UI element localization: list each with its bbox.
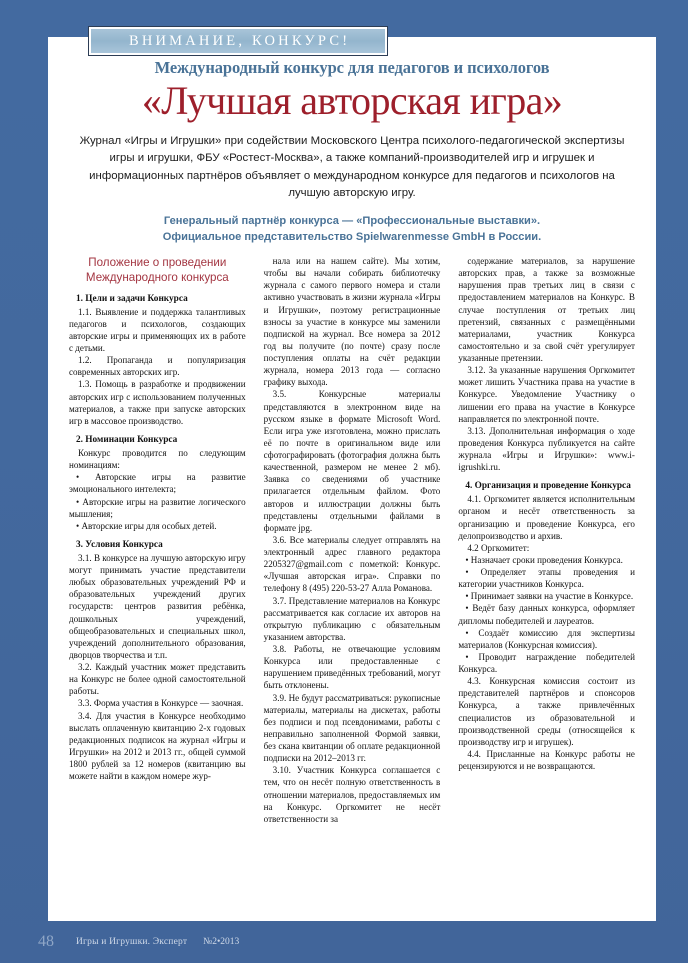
body-paragraph: 3.12. За указанные нарушения Оргкомитет может лишить Участника права на участие в Конкурсе. Уведомление Участнику о лишении его права на участие в Конкурсе направляется по электронной почте.	[458, 365, 635, 424]
body-paragraph: 3.9. Не будут рассматриваться: рукописные материалы, материалы на дискетах, работы без подписи и под псевдонимами, работы с неправильно заполненной Формой заявки, без скана квитанции об оплате редакционной подписки на 2012–2013 гг.	[263, 692, 441, 764]
body-paragraph: 3.7. Представление материалов на Конкурс рассматривается как согласие их авторов на открытую публикацию с обязательным указанием авторства.	[263, 595, 441, 642]
body-paragraph: 3.1. В конкурсе на лучшую авторскую игру могут принимать участие представители любых образовательных учреждений РФ и образовательных учреждений других государств: центров развития ребёнка, дошкольных учреждений, общеобразовательных и специальных школ, учреждений дополнительного образования, дворцов творчества и т.п.	[69, 552, 246, 660]
left-column-heading: Положение о проведении Международного конкурса	[85, 256, 229, 285]
right-column-blocks	[458, 255, 635, 772]
body-paragraph: 4.4. Присланные на Конкурс работы не рецензируются и не возвращаются.	[458, 748, 635, 772]
column-right	[449, 255, 644, 907]
attention-banner	[88, 26, 388, 56]
content-sheet	[48, 37, 656, 921]
bullet-paragraph: • Ведёт базу данных конкурса, оформляет дипломы победителей и лауреатов.	[458, 603, 635, 626]
body-paragraph: 3.3. Форма участия в Конкурсе — заочная.	[78, 698, 244, 709]
bullet-paragraph: • Принимает заявки на участие в Конкурсе.	[465, 591, 634, 602]
body-paragraph: 3.8. Работы, не отвечающие условиям Конкурса или предоставленные с нарушением приведённых требований, могут быть отклонены.	[263, 644, 441, 691]
bullet-paragraph: • Проводит награждение победителей Конкурса.	[458, 651, 635, 675]
intro-paragraph: Журнал «Игры и Игрушки» при содействии Московского Центра психолого-педагогической экспертизы игры и игрушки, ФБУ «Ростест-Москва», а также компаний-производителей игр и игрушек и информационных партнёров объявляет о международном конкурсе для педагогов и психологов на лучшую авторскую игру.	[79, 134, 625, 199]
section-heading: 3. Условия Конкурса	[76, 539, 163, 550]
partner-block	[72, 214, 632, 246]
body-paragraph: 3.2. Каждый участник может представить на Конкурс не более одной самостоятельной работы.	[69, 662, 246, 697]
body-paragraph: 4.2 Оргкомитет:	[467, 542, 530, 553]
bullet-paragraph: • Определяет этапы проведения и категории участников Конкурса.	[458, 567, 635, 590]
body-paragraph: Конкурс проводится по следующим номинациям:	[69, 448, 246, 471]
left-column-blocks	[69, 293, 246, 783]
partner-line-2: Официальное представительство Spielwarenmesse GmbH в России.	[162, 231, 542, 244]
page-number: 48	[38, 933, 54, 950]
bullet-paragraph: • Авторские игры для особых детей.	[76, 520, 217, 531]
body-paragraph: 3.4. Для участия в Конкурсе необходимо выслать оплаченную квитанцию 2-х годовых редакционных подписок на журнал «Игры и Игрушки» на 2012 и 2013 гг., общей суммой 1800 рублей за 12 номеров (квитанцию вы можете найти в каждом номере жур-	[69, 710, 246, 782]
page-footer	[0, 921, 688, 963]
section-heading: 2. Номинации Конкурса	[76, 434, 178, 445]
body-paragraph: 3.10. Участник Конкурса соглашается с тем, что он несёт полную ответственность в отношении материалов, предоставляемых им на Конкурс. Оргкомитет не несёт ответственности за	[263, 765, 441, 824]
body-paragraph: 1.1. Выявление и поддержка талантливых педагогов и психологов, создающих авторские игры и применяющих их в работе с детьми.	[69, 306, 246, 354]
bullet-paragraph: • Создаёт комиссию для экспертизы материалов (Конкурсная комиссия).	[458, 627, 635, 650]
attention-banner-inner	[91, 29, 385, 53]
section-heading: 1. Цели и задачи Конкурса	[76, 293, 188, 304]
attention-banner-label: ВНИМАНИЕ, КОНКУРС!	[128, 32, 351, 49]
body-paragraph: 4.1. Оргкомитет является исполнительным органом и несёт ответственность за организацию и проведение Конкурса, его делопроизводство и архив.	[458, 494, 635, 541]
body-paragraph: 1.2. Пропаганда и популяризация современных авторских игр.	[69, 355, 246, 378]
bullet-paragraph: • Авторские игры на развитие логического мышления;	[69, 496, 246, 519]
partner-line-1: Генеральный партнёр конкурса — «Профессиональные выставки».	[163, 215, 541, 228]
body-paragraph: содержание материалов, за нарушение авторских прав, а также за возможные нарушения прав третьих лиц в связи с предоставлением материалов на Конкурс. В случае поступления от третьих лиц претензий, связанных с размещёнными материалами, участник Конкурса самостоятельно и за свой счёт урегулирует указанные претензии.	[458, 256, 635, 363]
footer-issue: №2•2013	[203, 937, 240, 947]
masthead-title: «Лучшая авторская игра»	[141, 77, 563, 123]
column-middle	[255, 255, 450, 907]
section-heading: 4. Организация и проведение Конкурса	[465, 481, 631, 492]
footer-magazine-title: Игры и Игрушки. Эксперт	[76, 937, 188, 947]
body-paragraph: нала или на нашем сайте). Мы хотим, чтобы вы начали собирать библиотечку журнала с самого первого номера и стали активно участвовать в жизни журнала «Игры и Игрушки», поэтому регистрационные взносы за участие в конкурсе мы заменили подпиской на журнал. Все номера за 2012 год вы получите (по почте) сразу после поступления оплаты на счёт редакции журнала, номера 2013 года — согласно графику выхода.	[263, 256, 441, 388]
body-paragraph: 3.13. Дополнительная информация о ходе проведения Конкурса публикуется на сайте журнала «Игры и Игрушки»: www.i-igrushki.ru.	[458, 425, 635, 473]
column-left	[60, 255, 255, 907]
middle-column-blocks	[264, 255, 441, 825]
body-paragraph: 1.3. Помощь в разработке и продвижении авторских игр с использованием полученных материалов, а также при запуске авторских игр в массовое производство.	[69, 379, 246, 426]
body-columns	[48, 255, 656, 907]
bullet-paragraph: • Назначает сроки проведения Конкурса.	[465, 554, 623, 565]
masthead-subtitle: Международный конкурс для педагогов и психологов	[154, 58, 550, 77]
bullet-paragraph: • Авторские игры на развитие эмоционального интелекта;	[69, 472, 246, 495]
body-paragraph: 4.3. Конкурсная комиссия состоит из представителей партнёров и спонсоров Конкурса, а также привлечённых специалистов из образовательной и производственной среды (относящейся к производству игр и игрушек).	[458, 676, 635, 747]
body-paragraph: 3.5. Конкурсные материалы представляются в электронном виде на русском языке в формате Microsoft Word. Если игра уже изготовлена, можно прислать её по почте в оригинальном виде или сфотографировать (фотография должна быть качественной, размером не менее 2 мб). Заявка со сведениями об участнике прилагается отдельным файлом. Фото авторов и иллюстрации должны быть представлены отдельными файлами в формате jpg.	[263, 389, 441, 533]
body-paragraph: 3.6. Все материалы следует отправлять на электронный адрес главного редактора 2205327@gmail.com с пометкой: Конкурс. «Лучшая авторская игра». Справки по телефону 8 (495) 220-53-27 Алла Романова.	[263, 534, 441, 594]
